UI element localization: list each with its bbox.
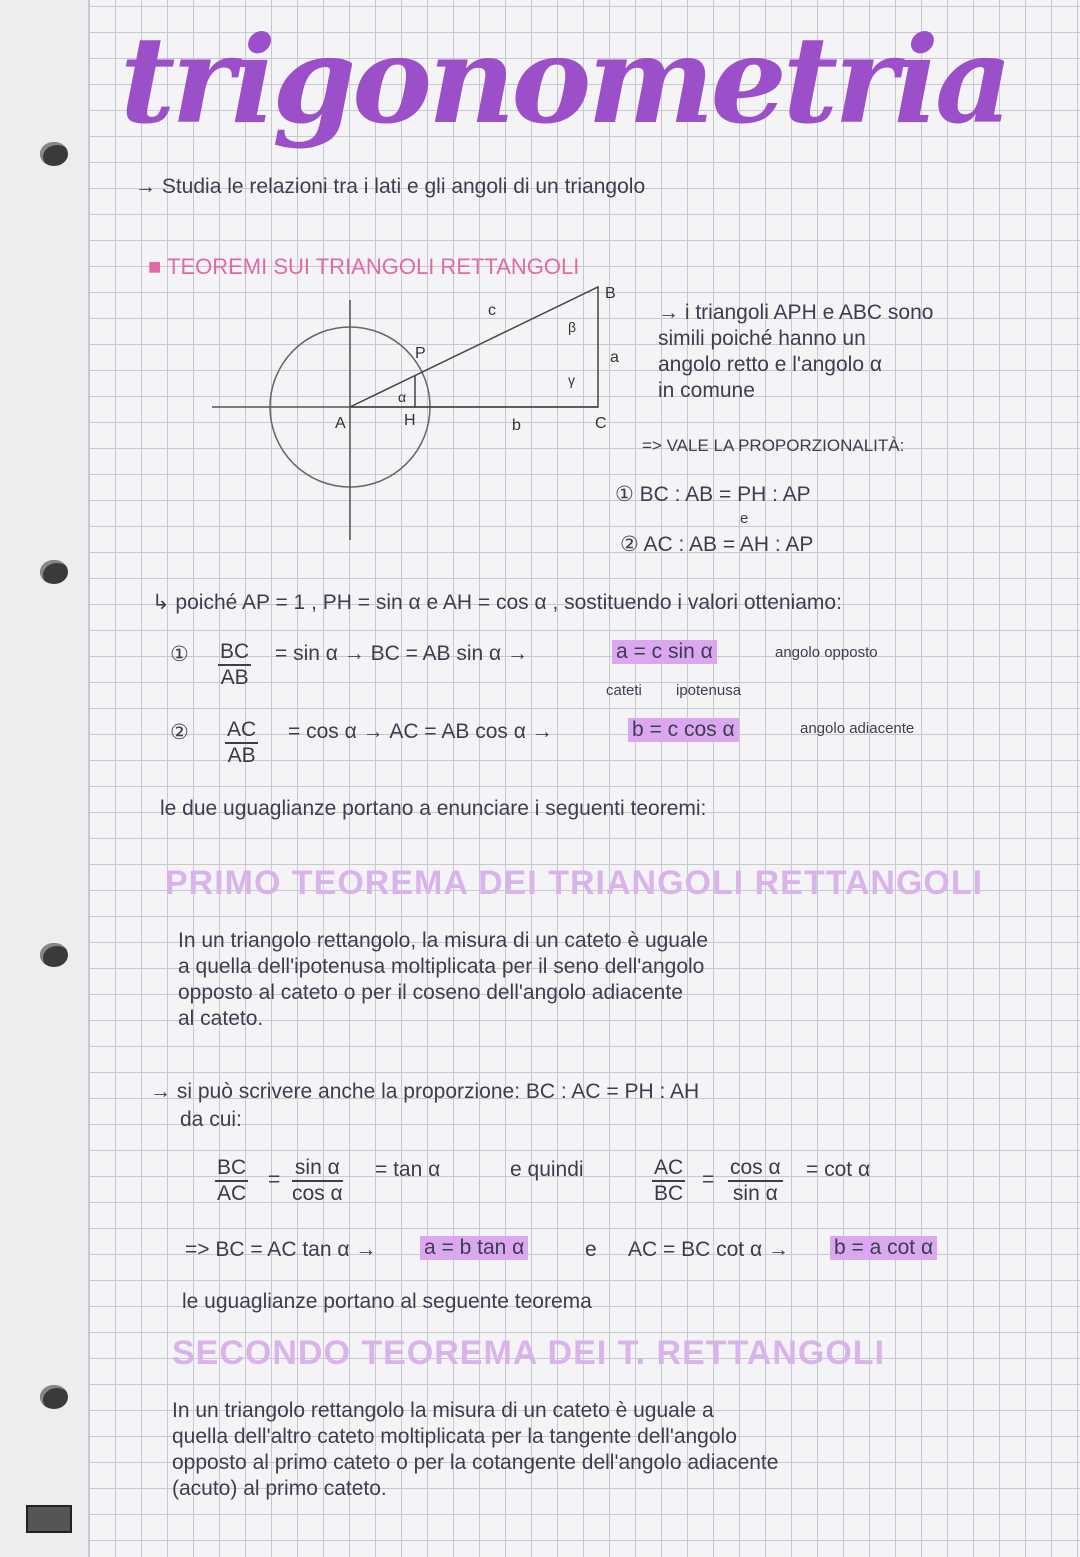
label-cateti: cateti xyxy=(606,682,642,699)
section-heading: ■ TEOREMI SUI TRIANGOLI RETTANGOLI xyxy=(148,254,580,279)
proportion-1: ① BC : AB = PH : AP xyxy=(615,483,811,506)
ratio-fraction-3: $\frac{AC}{BC}$ xyxy=(654,1156,684,1205)
proportion-label: => VALE LA PROPORZIONALITÀ: xyxy=(642,436,905,455)
label-ipotenusa: ipotenusa xyxy=(676,682,742,699)
eq1-note: angolo opposto xyxy=(775,644,878,661)
tan-result: = tan α xyxy=(375,1158,441,1181)
label-side-c: c xyxy=(488,302,496,319)
since-text: ↳ poiché AP = 1 , PH = sin α e AH = cos α , sostituendo i valori otteniamo: xyxy=(152,591,842,614)
punch-hole xyxy=(40,142,68,166)
ratio-connector: e quindi xyxy=(510,1158,584,1181)
intro-text: → Studia le relazioni tra i lati e gli angoli di un triangolo xyxy=(135,175,646,198)
eq2-result: b = c cos α xyxy=(628,718,739,742)
triangle-circle-diagram xyxy=(200,280,660,580)
label-h: H xyxy=(404,412,416,429)
label-a-vertex: A xyxy=(335,415,346,432)
page-title: trigonometria xyxy=(120,10,1009,151)
eq1-fraction: $\frac{BC}{AB}$ xyxy=(220,640,250,689)
derivation-and: e xyxy=(585,1238,597,1261)
derivation-result-2: b = a cot α xyxy=(830,1236,937,1260)
cot-result: = cot α xyxy=(806,1158,871,1181)
eq2-note: angolo adiacente xyxy=(800,720,915,737)
similar-note: → i triangoli APH e ABC sono simili poiché hanno un angolo retto e l'angolo α in comune xyxy=(658,301,934,402)
ratio-fraction-1: $\frac{BC}{AC}$ xyxy=(217,1156,247,1205)
punch-hole xyxy=(40,560,68,584)
binder-margin xyxy=(0,0,89,1557)
label-p: P xyxy=(415,345,426,362)
label-b-vertex: B xyxy=(605,285,616,302)
from-text: da cui: xyxy=(180,1108,242,1131)
punch-hole xyxy=(40,943,68,967)
derivation-result-1: a = b tan α xyxy=(420,1236,528,1260)
theorem1-text: In un triangolo rettangolo, la misura di un cateto è uguale a quella dell'ipotenusa moltiplicata per il seno dell'angolo opposto al cateto o per il coseno dell'angolo adiacente al cateto. xyxy=(178,929,709,1030)
label-alpha: α xyxy=(398,389,407,405)
label-beta: β xyxy=(568,319,577,335)
triangle-abc xyxy=(350,287,598,407)
label-side-b: b xyxy=(512,417,521,434)
label-c-vertex: C xyxy=(595,415,607,432)
theorem2-title: SECONDO TEOREMA DEI T. RETTANGOLI xyxy=(172,1334,886,1372)
grid-paper xyxy=(89,0,1080,1557)
ratio-fraction-2: $\frac{\text{sin α}}{\text{cos α}}$ xyxy=(292,1156,343,1205)
ratio-fraction-4: $\frac{\text{cos α}}{\text{sin α}}$ xyxy=(730,1156,781,1205)
eq2-number: ② xyxy=(170,721,189,744)
eq2-text: = cos α → AC = AB cos α → xyxy=(288,720,553,743)
eq2-fraction: $\frac{AC}{AB}$ xyxy=(227,718,257,767)
zoom-lens-icon[interactable] xyxy=(26,1505,72,1533)
proportion-and: e xyxy=(740,510,749,527)
proportion-note: → si può scrivere anche la proporzione: BC : AC = PH : AH xyxy=(150,1080,700,1103)
theorem1-title: PRIMO TEOREMA DEI TRIANGOLI RETTANGOLI xyxy=(165,864,984,902)
derivation-mid: AC = BC cot α → xyxy=(628,1238,789,1261)
label-gamma: γ xyxy=(568,372,575,388)
theorem2-text: In un triangolo rettangolo la misura di un cateto è uguale a quella dell'altro cateto moltiplicata per la tangente dell'angolo opposto al primo cateto o per la cotangente dell'angolo adiacente (acuto) al primo cateto. xyxy=(172,1399,779,1500)
derivation-left: => BC = AC tan α → xyxy=(185,1238,377,1261)
label-side-a: a xyxy=(610,349,619,366)
eq1-result: a = c sin α xyxy=(612,640,717,664)
lead-text-1: le due uguaglianze portano a enunciare i seguenti teoremi: xyxy=(160,797,707,820)
punch-hole xyxy=(40,1385,68,1409)
proportion-2: ② AC : AB = AH : AP xyxy=(620,533,814,556)
eq1-number: ① xyxy=(170,643,189,666)
eq1-text: = sin α → BC = AB sin α → xyxy=(275,642,529,665)
lead-text-2: le uguaglianze portano al seguente teorema xyxy=(182,1290,592,1313)
